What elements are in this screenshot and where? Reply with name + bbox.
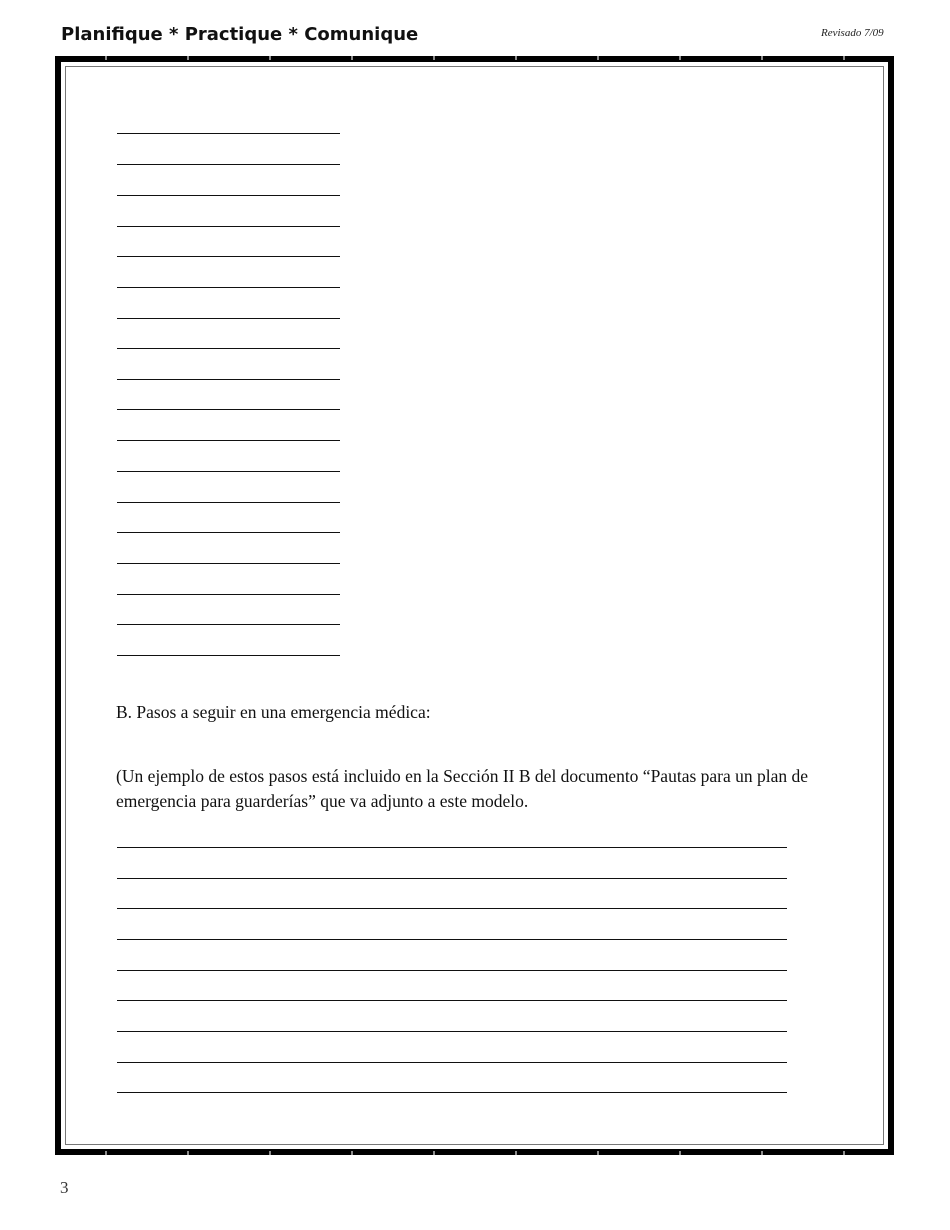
frame-notch xyxy=(679,56,681,60)
fill-in-blank-short[interactable] xyxy=(117,502,340,503)
fill-in-blank-short[interactable] xyxy=(117,379,340,380)
frame-notch xyxy=(761,56,763,60)
fill-in-blank-long[interactable] xyxy=(117,1031,787,1032)
frame-notch xyxy=(843,56,845,60)
page-number: 3 xyxy=(60,1178,69,1197)
frame-notch xyxy=(351,1151,353,1155)
frame-notch xyxy=(433,56,435,60)
fill-in-blank-short[interactable] xyxy=(117,440,340,441)
fill-in-blank-short[interactable] xyxy=(117,594,340,595)
fill-in-blank-short[interactable] xyxy=(117,164,340,165)
frame-notch xyxy=(515,1151,517,1155)
frame-notch xyxy=(761,1151,763,1155)
fill-in-blank-short[interactable] xyxy=(117,471,340,472)
fill-in-blank-short[interactable] xyxy=(117,532,340,533)
fill-in-blank-short[interactable] xyxy=(117,655,340,656)
fill-in-blank-short[interactable] xyxy=(117,318,340,319)
frame-notch xyxy=(843,1151,845,1155)
fill-in-blank-long[interactable] xyxy=(117,939,787,940)
section-b-heading: B. Pasos a seguir en una emergencia médica: xyxy=(116,702,431,722)
fill-in-blank-short[interactable] xyxy=(117,348,340,349)
fill-in-blank-short[interactable] xyxy=(117,287,340,288)
section-b-note: (Un ejemplo de estos pasos está incluido en la Sección II B del documento “Pautas para un plan de emergencia para guarderías” que va adjunto a este modelo. xyxy=(116,766,809,811)
fill-in-blank-short[interactable] xyxy=(117,409,340,410)
frame-notch xyxy=(433,1151,435,1155)
frame-notch xyxy=(269,1151,271,1155)
page-header-title: Planifique * Practique * Comunique xyxy=(61,24,419,45)
fill-in-blank-long[interactable] xyxy=(117,908,787,909)
frame-notch xyxy=(187,56,189,60)
fill-in-blank-long[interactable] xyxy=(117,970,787,971)
fill-in-blank-short[interactable] xyxy=(117,563,340,564)
fill-in-blank-long[interactable] xyxy=(117,1000,787,1001)
frame-notch xyxy=(515,56,517,60)
page-frame xyxy=(55,56,894,1155)
frame-notch xyxy=(597,1151,599,1155)
fill-in-blank-short[interactable] xyxy=(117,195,340,196)
frame-notch xyxy=(351,56,353,60)
fill-in-blank-long[interactable] xyxy=(117,847,787,848)
fill-in-blank-long[interactable] xyxy=(117,1092,787,1093)
frame-notch xyxy=(105,1151,107,1155)
frame-notch xyxy=(597,56,599,60)
inner-rule xyxy=(65,66,884,1145)
frame-notch xyxy=(269,56,271,60)
frame-notch xyxy=(105,56,107,60)
fill-in-blank-long[interactable] xyxy=(117,1062,787,1063)
fill-in-blank-short[interactable] xyxy=(117,624,340,625)
fill-in-blank-long[interactable] xyxy=(117,878,787,879)
frame-notch xyxy=(679,1151,681,1155)
fill-in-blank-short[interactable] xyxy=(117,133,340,134)
revision-date: Revisado 7/09 xyxy=(821,27,884,39)
frame-notch xyxy=(187,1151,189,1155)
fill-in-blank-short[interactable] xyxy=(117,256,340,257)
fill-in-blank-short[interactable] xyxy=(117,226,340,227)
